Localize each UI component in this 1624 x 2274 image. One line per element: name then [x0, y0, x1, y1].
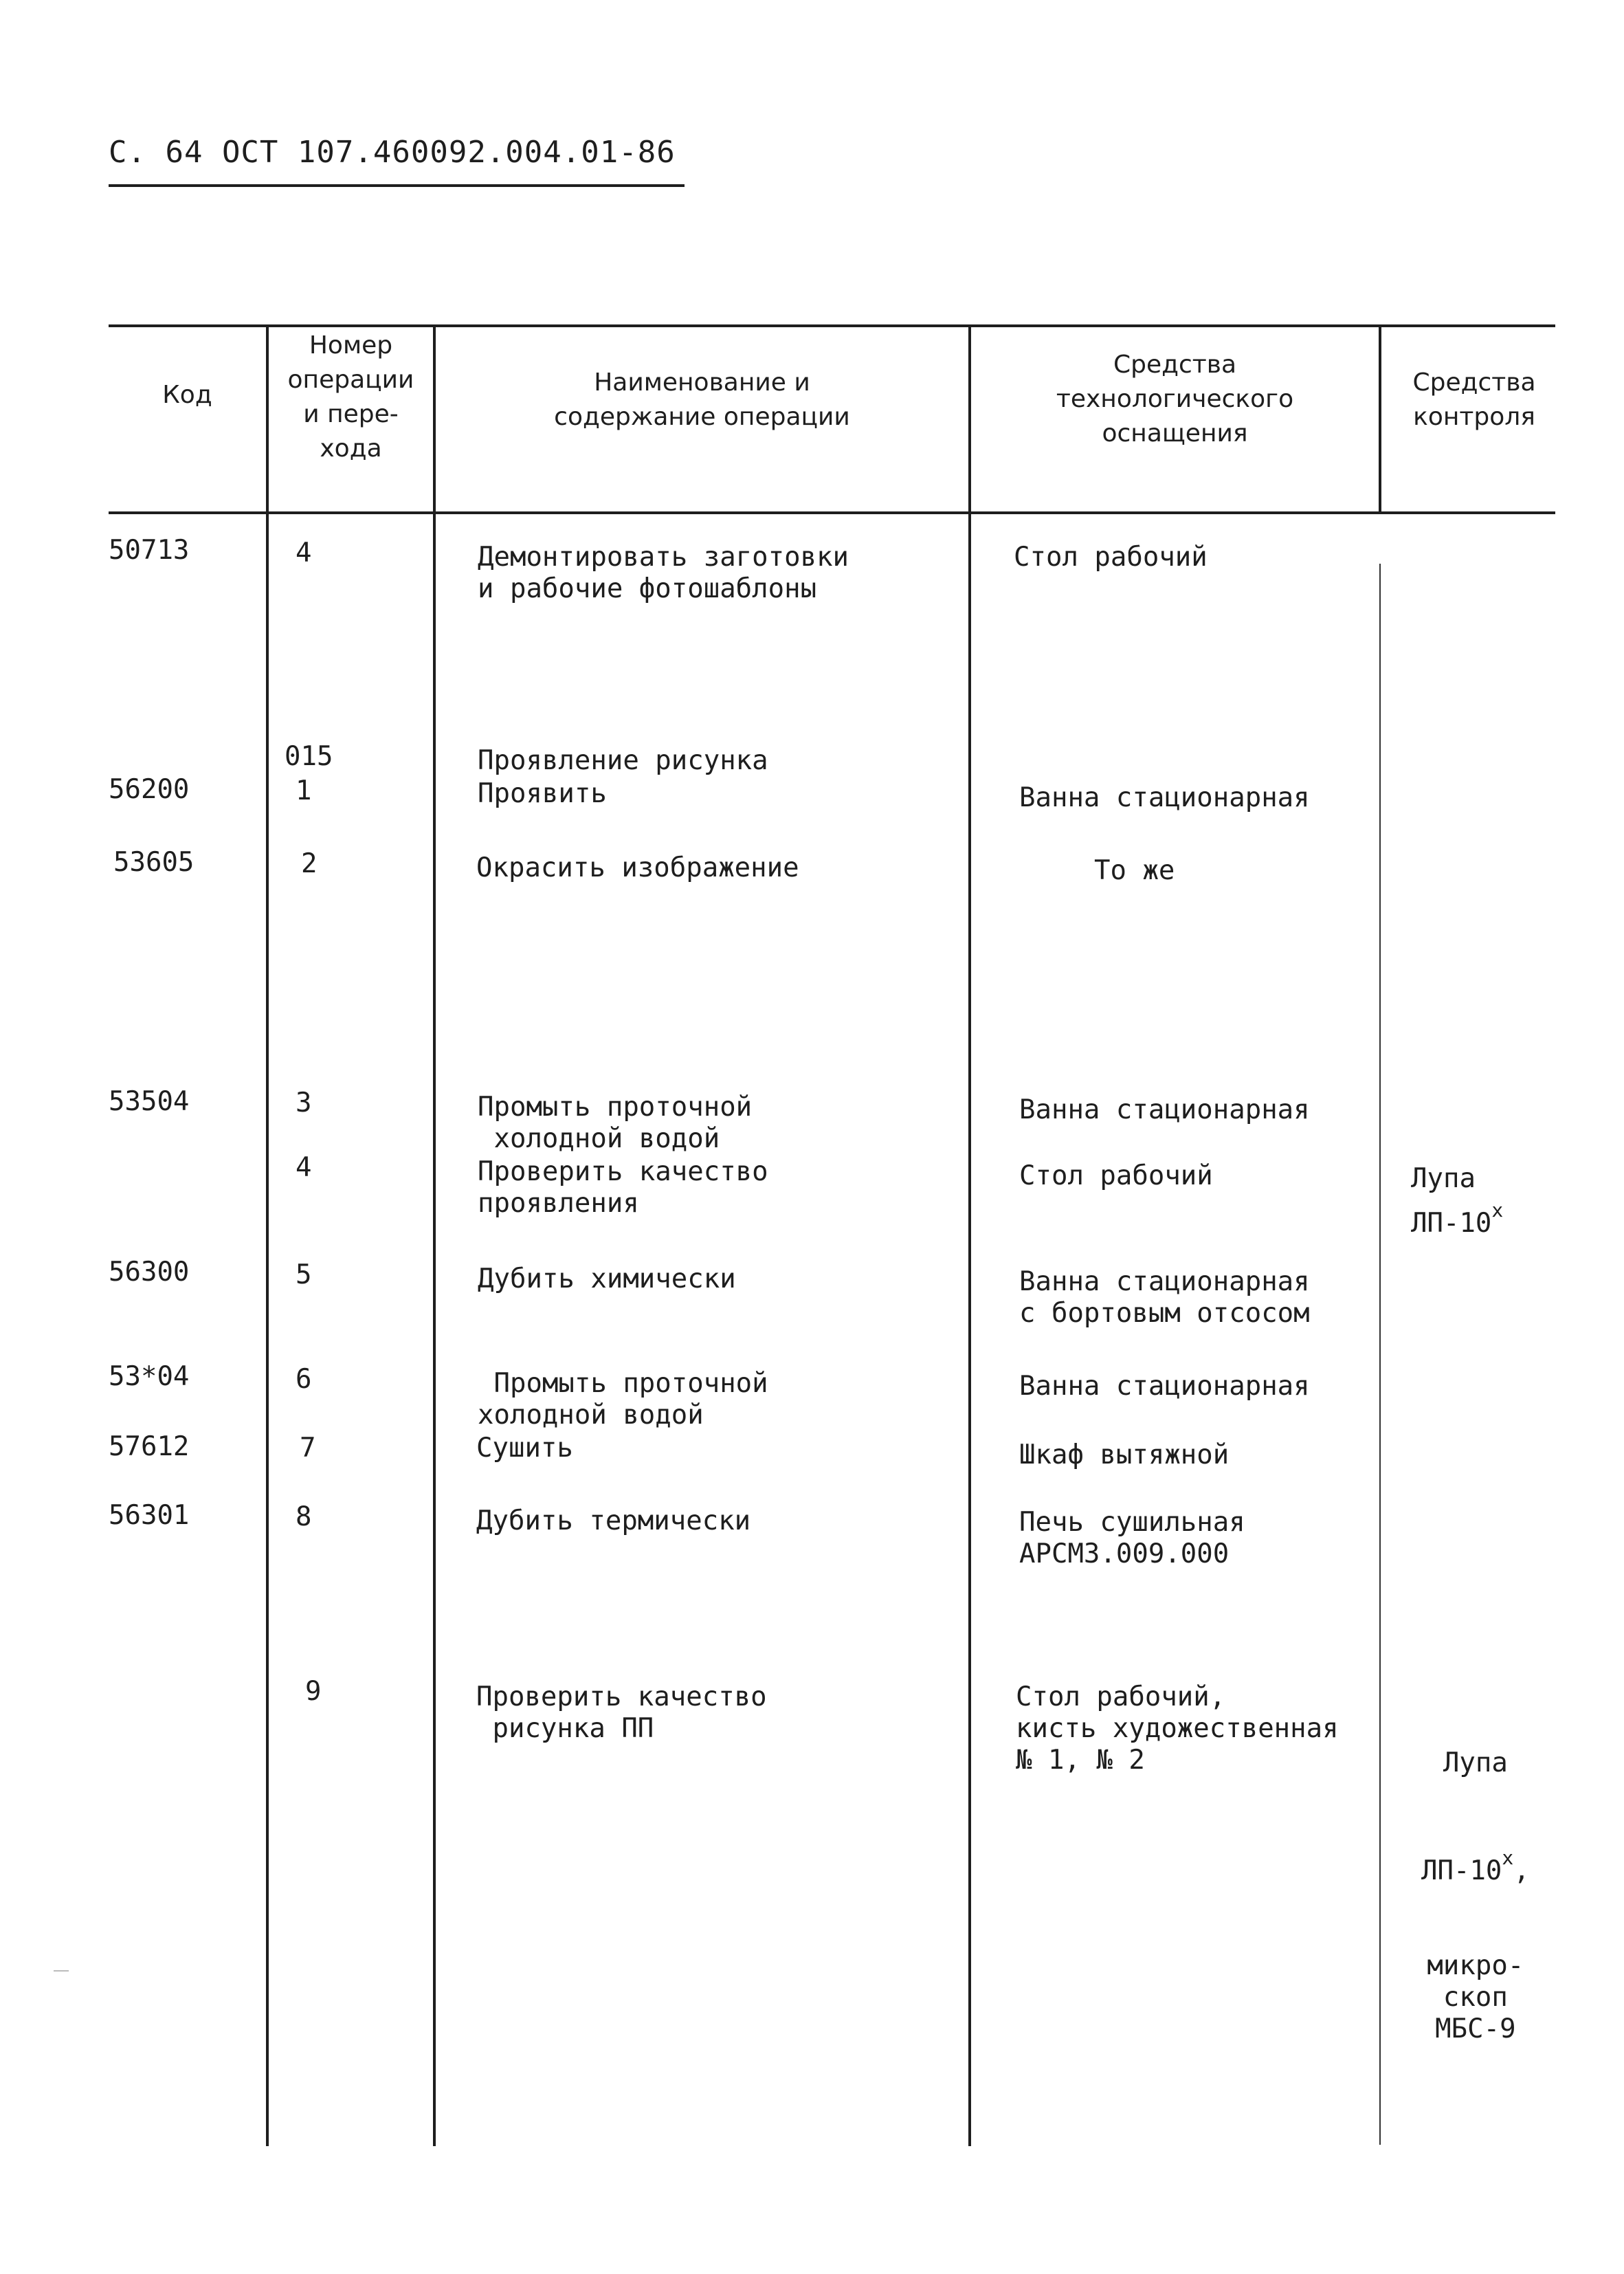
control-text: Лупа ЛП-10 — [1411, 1163, 1492, 1239]
header-name-line: Наименование и — [594, 368, 810, 397]
header-code-label: Код — [162, 381, 212, 409]
row-code: 53504 — [109, 1086, 190, 1117]
row-code: 50713 — [109, 535, 190, 566]
row-number: 2 — [301, 848, 318, 879]
row-equipment: То же — [1094, 855, 1175, 886]
table-top-rule — [109, 324, 1555, 327]
row-equipment: Шкаф вытяжной — [1019, 1439, 1230, 1470]
header-number — [269, 329, 433, 466]
column-divider-4-lower — [1379, 564, 1381, 2145]
margin-mark — [54, 1970, 69, 1972]
row-number: 8 — [296, 1501, 312, 1532]
row-number: 5 — [296, 1259, 312, 1290]
row-operation: Окрасить изображение — [476, 852, 799, 883]
row-operation: Сушить — [476, 1433, 573, 1464]
control-line: Лупа — [1443, 1747, 1508, 1778]
row-equipment: Ванна стационарная с бортовым отсосом — [1019, 1266, 1310, 1329]
control-text: ЛП-10 — [1421, 1855, 1502, 1886]
row-code: 56200 — [109, 774, 190, 805]
row-code: 53*04 — [109, 1361, 190, 1392]
row-equipment: Стол рабочий, кисть художественная № 1, № 2 — [1016, 1681, 1339, 1776]
row-number: 7 — [300, 1433, 316, 1464]
table-header-rule — [109, 511, 1555, 514]
row-operation: Проявление рисунка — [478, 745, 768, 776]
row-number: 6 — [296, 1364, 312, 1395]
row-equipment: Ванна стационарная — [1019, 782, 1310, 813]
row-operation: Демонтировать заготовки и рабочие фотошаблоны — [478, 542, 849, 604]
column-divider-2 — [433, 324, 436, 2146]
header-number-line: Номер — [309, 331, 393, 360]
row-operation: Промыть проточной холодной водой — [478, 1368, 768, 1431]
row-equipment: Стол рабочий — [1014, 542, 1208, 573]
row-code: 57612 — [109, 1431, 190, 1462]
control-superscript: x — [1491, 1199, 1504, 1222]
header-control-line: контроля — [1413, 403, 1535, 431]
header-number-line: операции — [287, 366, 414, 394]
control-comma: , — [1513, 1855, 1530, 1886]
header-equipment-line: технологического — [1056, 385, 1294, 413]
row-number: 1 — [296, 775, 312, 806]
header-underline — [109, 184, 685, 187]
header-number-line: хода — [320, 434, 382, 463]
row-code: 56300 — [109, 1257, 190, 1288]
control-line — [1421, 1842, 1530, 1887]
row-operation: Дубить химически — [478, 1263, 736, 1294]
column-divider-1 — [266, 324, 269, 2146]
header-control-line: Средства — [1412, 368, 1536, 397]
header-code — [109, 378, 266, 412]
row-number: 4 — [296, 1152, 312, 1183]
row-number: 015 — [285, 741, 333, 772]
control-superscript: x — [1502, 1846, 1514, 1869]
row-number: 9 — [305, 1676, 322, 1707]
control-line: микро- скоп МБС-9 — [1427, 1950, 1524, 2044]
row-number: 3 — [296, 1088, 312, 1118]
header-number-line: и пере- — [303, 400, 399, 428]
header-equipment-line: оснащения — [1102, 419, 1248, 448]
row-number: 4 — [296, 538, 312, 568]
row-equipment: Ванна стационарная — [1019, 1094, 1310, 1125]
column-divider-3 — [968, 324, 971, 2146]
row-operation: Проверить качество рисунка ПП — [476, 1681, 767, 1744]
row-operation: Проявить — [478, 778, 607, 809]
row-control — [1411, 1163, 1503, 1239]
header-name-line: содержание операции — [554, 403, 850, 431]
row-control — [1421, 1684, 1530, 2108]
header-name — [436, 366, 968, 434]
row-code: 56301 — [109, 1500, 190, 1531]
header-equipment-line: Средства — [1113, 351, 1237, 379]
row-code: 53605 — [113, 847, 194, 878]
row-equipment: Ванна стационарная — [1019, 1371, 1310, 1402]
header-control — [1381, 366, 1567, 434]
page-header: С. 64 ОСТ 107.460092.004.01-86 — [109, 135, 676, 170]
row-equipment: Стол рабочий — [1019, 1160, 1213, 1191]
row-operation: Промыть проточной холодной водой — [478, 1092, 753, 1154]
row-operation: Дубить термически — [476, 1505, 751, 1536]
row-operation: Проверить качество проявления — [478, 1156, 768, 1219]
header-equipment — [971, 348, 1379, 451]
row-equipment: Печь сушильная АРСМ3.009.000 — [1019, 1507, 1245, 1569]
